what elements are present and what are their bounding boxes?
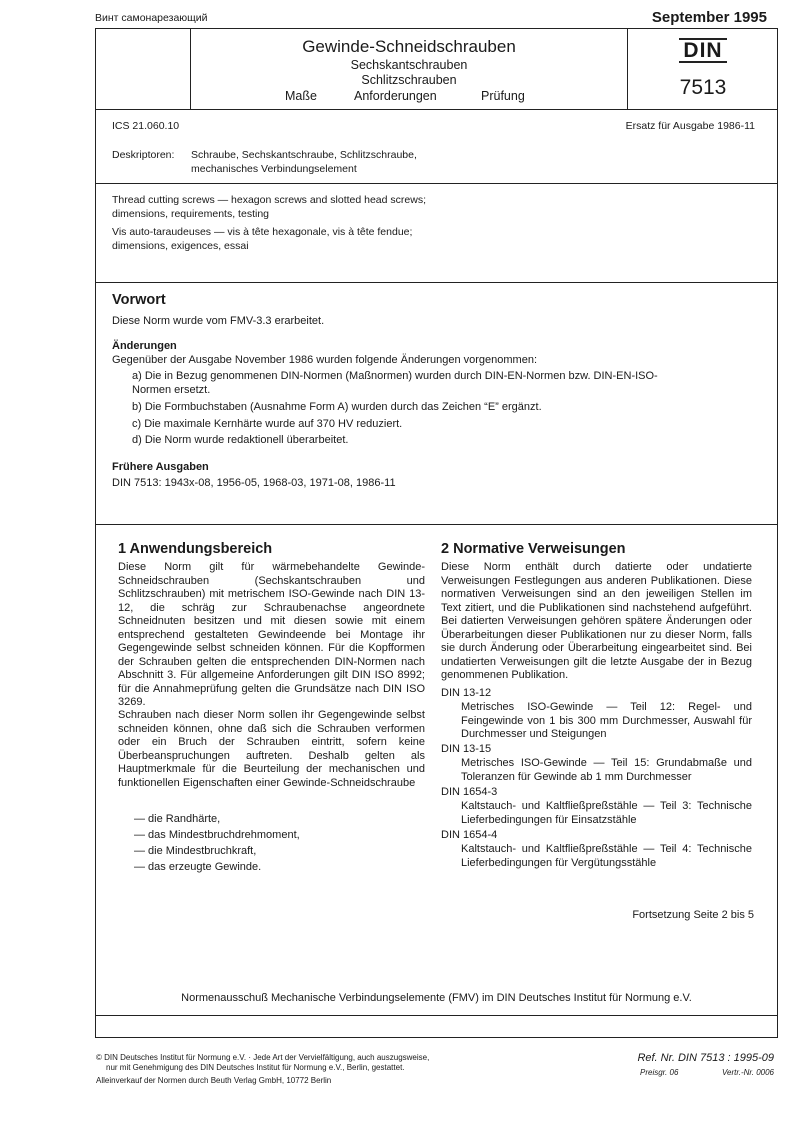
ics-code: ICS 21.060.10 — [112, 120, 180, 132]
page-header-left: Винт самонарезающий — [95, 12, 208, 24]
title-item: Anforderungen — [354, 89, 437, 103]
price-group: Preisgr. 06 — [640, 1068, 679, 1077]
copyright-line: © DIN Deutsches Institut für Normung e.V. · Jede Art der Vervielfältigung, auch auszugsweise, — [96, 1053, 430, 1062]
reference-number: Ref. Nr. DIN 7513 : 1995-09 — [637, 1052, 774, 1064]
vertrieb-number: Vertr.-Nr. 0006 — [721, 1068, 774, 1077]
english-title: Thread cutting screws — hexagon screws and slotted head screws; — [112, 194, 426, 206]
list-item: — die Randhärte, — [134, 813, 221, 825]
fruehere-heading: Frühere Ausgaben — [112, 461, 209, 473]
reference-description: Metrisches ISO-Gewinde — Teil 15: Grundabmaße und Toleranzen für Gewinde ab 1 mm Durchmesser — [461, 757, 752, 783]
continuation-note: Fortsetzung Seite 2 bis 5 — [632, 909, 754, 921]
divider — [96, 524, 777, 525]
din-number: 7513 — [679, 76, 727, 99]
reference-description: Metrisches ISO-Gewinde — Teil 12: Regel- und Feingewinde von 1 bis 300 mm Durchmesser, Auswahl für Durchmesser und Steigungen — [461, 701, 752, 740]
din-logo: DIN — [628, 38, 778, 63]
copyright-line: nur mit Genehmigung des DIN Deutsches Institut für Normung e.V., Berlin, gestattet. — [106, 1063, 405, 1072]
divider — [96, 1015, 777, 1016]
document-title: Gewinde-Schneidschrauben — [302, 37, 516, 56]
title-block — [95, 28, 778, 110]
english-title: dimensions, requirements, testing — [112, 208, 269, 220]
reference-code: DIN 13-15 — [441, 743, 492, 755]
descriptor-line: mechanisches Verbindungselement — [191, 163, 357, 175]
section1-paragraph: Schrauben nach dieser Norm sollen ihr Gegengewinde selbst schneiden können, ohne daß sich die Schrauben verformen oder ein Bruch der Schrauben eintritt, sofern keine Überbeanspruchungen auftreten. Deshalb gelten als Hauptmerkmale für die Beurteilung der mechanischen und funktionellen Eigenschaften einer Gewinde-Schneidschraube — [118, 709, 425, 789]
sales-line: Alleinverkauf der Normen durch Beuth Verlag GmbH, 10772 Berlin — [96, 1076, 332, 1085]
divider — [96, 183, 777, 184]
replacement-note: Ersatz für Ausgabe 1986-11 — [625, 120, 755, 132]
reference-description: Kaltstauch- und Kaltfließpreßstähle — Teil 4: Technische Lieferbedingungen für Vergütungsstähle — [461, 843, 752, 869]
change-item: d) Die Norm wurde redaktionell überarbeitet. — [132, 434, 349, 446]
change-item: b) Die Formbuchstaben (Ausnahme Form A) wurden durch das Zeichen “E” ergänzt. — [132, 401, 542, 413]
list-item: — das Mindestbruchdrehmoment, — [134, 829, 300, 841]
reference-code: DIN 1654-3 — [441, 786, 498, 798]
reference-code: DIN 13-12 — [441, 687, 492, 699]
committee-line: Normenausschuß Mechanische Verbindungselemente (FMV) im DIN Deutsches Institut für Normung e.V. — [181, 992, 692, 1004]
fruehere-text: DIN 7513: 1943x-08, 1956-05, 1968-03, 1971-08, 1986-11 — [112, 477, 396, 489]
change-item: c) Die maximale Kernhärte wurde auf 370 HV reduziert. — [132, 418, 403, 430]
list-item: — das erzeugte Gewinde. — [134, 861, 262, 873]
title-item: Prüfung — [481, 89, 525, 103]
change-item: a) Die in Bezug genommenen DIN-Normen (Maßnormen) wurden durch DIN-EN-Normen bzw. DIN-EN-ISO- — [132, 370, 658, 382]
page-header-date: September 1995 — [651, 9, 767, 26]
change-item: Normen ersetzt. — [132, 384, 211, 396]
section2-paragraph: Diese Norm enthält durch datierte oder undatierte Verweisungen Festlegungen aus anderen Publikationen. Diese normativen Verweisungen sind an den jeweiligen Stellen im Text zitiert, und die Publikationen sind nachstehend aufgeführt. Bei datierten Verweisungen gehören spätere Änderungen oder Überarbeitungen dieser Publikationen nur zu dieser Norm, falls sie durch Änderung oder Überarbeitung eingearbeitet sind. Bei undatierten Verweisungen gilt die letzte Ausgabe der in Bezug genommenen Publikation. — [441, 561, 752, 681]
vorwort-text: Diese Norm wurde vom FMV-3.3 erarbeitet. — [112, 315, 325, 327]
divider — [96, 282, 777, 283]
section1-paragraph: Diese Norm gilt für wärmebehandelte Gewinde-Schneidschrauben (Sechskantschrauben und Schlitzschrauben) mit metrischem ISO-Gewinde nach DIN 13-12, die schräg zur Schraubenachse angeordnete Schneidnuten besitzen und mit diesen sowie mit einem entsprechend gestalteten Gewindeende bei Montage ihr Gegengewinde selbst schneiden können. Für die Kopfformen der Schrauben gelten die entsprechenden DIN-Normen nach Abschnitt 3. Für allgemeine Anforderungen gilt DIN ISO 8992; für die Annahmeprüfung gelten die Grundsätze nach DIN ISO 3269. — [118, 561, 425, 708]
aenderungen-intro: Gegenüber der Ausgabe November 1986 wurden folgende Änderungen vorgenommen: — [112, 354, 538, 366]
aenderungen-heading: Änderungen — [112, 340, 177, 352]
document-subtitle: Sechskantschrauben — [350, 58, 468, 72]
section-heading: 2 Normative Verweisungen — [441, 541, 626, 557]
title-item: Maße — [285, 89, 317, 103]
descriptor-label: Deskriptoren: — [112, 149, 175, 161]
reference-code: DIN 1654-4 — [441, 829, 498, 841]
list-item: — die Mindestbruchkraft, — [134, 845, 257, 857]
section-heading: 1 Anwendungsbereich — [118, 541, 273, 557]
vorwort-heading: Vorwort — [112, 292, 166, 308]
french-title: dimensions, exigences, essai — [112, 240, 249, 252]
reference-description: Kaltstauch- und Kaltfließpreßstähle — Teil 3: Technische Lieferbedingungen für Einsatzstähle — [461, 800, 752, 826]
descriptor-line: Schraube, Sechskantschraube, Schlitzschraube, — [191, 149, 417, 161]
document-frame — [95, 28, 778, 1038]
french-title: Vis auto-taraudeuses — vis à tête hexagonale, vis à tête fendue; — [112, 226, 413, 238]
document-subtitle: Schlitzschrauben — [361, 73, 457, 87]
